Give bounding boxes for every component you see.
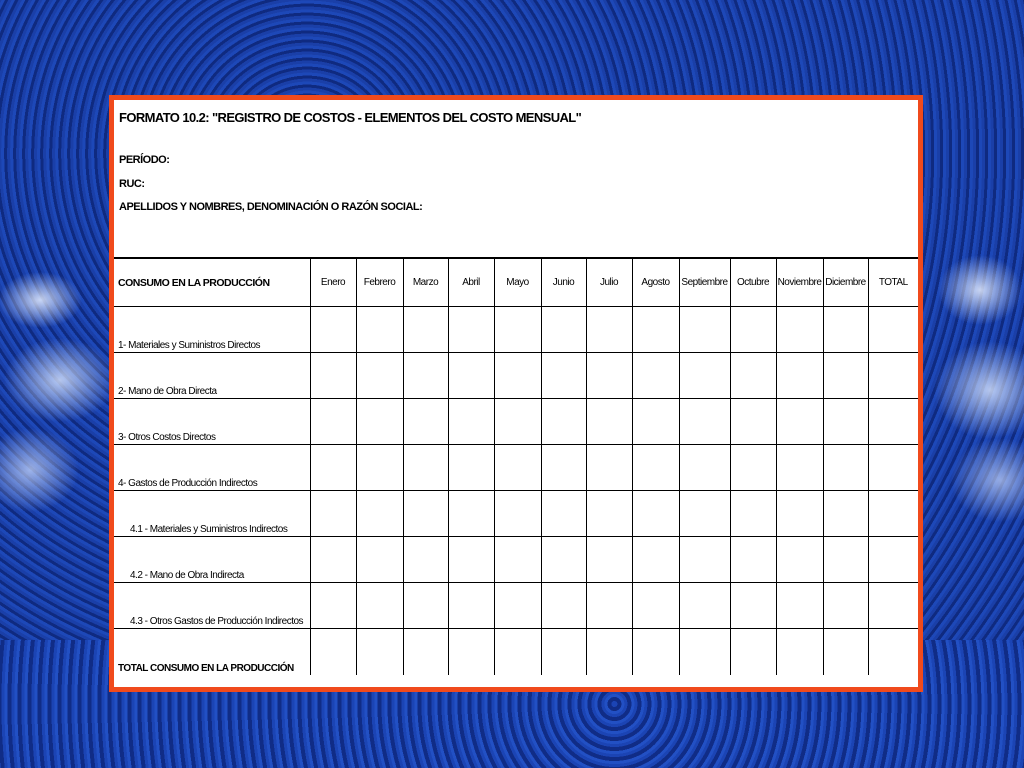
table-cell[interactable] xyxy=(632,583,679,629)
table-cell[interactable] xyxy=(730,399,776,445)
cost-register-form xyxy=(109,95,923,692)
table-cell[interactable] xyxy=(310,537,356,583)
table-cell[interactable] xyxy=(541,537,586,583)
table-cell[interactable] xyxy=(541,353,586,399)
table-cell[interactable] xyxy=(823,583,868,629)
table-cell[interactable] xyxy=(310,399,356,445)
table-cell[interactable] xyxy=(776,399,823,445)
table-cell[interactable] xyxy=(403,399,448,445)
table-cell[interactable] xyxy=(541,445,586,491)
table-cell[interactable] xyxy=(541,399,586,445)
row-label: 4.1 - Materiales y Suministros Indirectos xyxy=(114,491,310,537)
table-cell[interactable] xyxy=(403,491,448,537)
column-header: Agosto xyxy=(632,259,679,307)
column-header: Diciembre xyxy=(823,259,868,307)
table-row-total xyxy=(114,629,918,675)
table-cell[interactable] xyxy=(356,583,403,629)
column-header: Septiembre xyxy=(679,259,730,307)
table-cell[interactable] xyxy=(823,629,868,675)
table-row xyxy=(114,491,918,537)
table-cell[interactable] xyxy=(586,445,632,491)
table-cell[interactable] xyxy=(403,353,448,399)
table-cell[interactable] xyxy=(823,491,868,537)
table-cell[interactable] xyxy=(586,399,632,445)
table-cell[interactable] xyxy=(776,491,823,537)
table-cell[interactable] xyxy=(776,445,823,491)
table-cell[interactable] xyxy=(776,629,823,675)
table-cell[interactable] xyxy=(632,537,679,583)
table-cell[interactable] xyxy=(632,307,679,353)
table-cell[interactable] xyxy=(310,353,356,399)
row-label: 1- Materiales y Suministros Directos xyxy=(114,307,310,353)
table-cell[interactable] xyxy=(679,583,730,629)
table-row xyxy=(114,537,918,583)
table-cell[interactable] xyxy=(356,399,403,445)
table-cell[interactable] xyxy=(730,537,776,583)
column-header: Junio xyxy=(541,259,586,307)
column-header: Abril xyxy=(448,259,494,307)
periodo-label: PERÍODO: xyxy=(119,154,170,166)
table-cell[interactable] xyxy=(632,491,679,537)
column-header: Febrero xyxy=(356,259,403,307)
table-cell[interactable] xyxy=(403,537,448,583)
table-cell[interactable] xyxy=(679,307,730,353)
table-cell[interactable] xyxy=(310,629,356,675)
table-cell[interactable] xyxy=(868,629,918,675)
row-label: 4- Gastos de Producción Indirectos xyxy=(114,445,310,491)
table-cell[interactable] xyxy=(403,629,448,675)
table-cell[interactable] xyxy=(868,583,918,629)
column-header: Marzo xyxy=(403,259,448,307)
table-cell[interactable] xyxy=(448,353,494,399)
table-cell[interactable] xyxy=(868,307,918,353)
table-cell[interactable] xyxy=(541,583,586,629)
table-cell[interactable] xyxy=(494,307,541,353)
cost-table xyxy=(114,258,918,675)
table-cell[interactable] xyxy=(823,537,868,583)
table-cell[interactable] xyxy=(679,353,730,399)
table-cell[interactable] xyxy=(632,399,679,445)
table-cell[interactable] xyxy=(403,445,448,491)
table-cell[interactable] xyxy=(679,399,730,445)
table-cell[interactable] xyxy=(730,445,776,491)
column-header: Mayo xyxy=(494,259,541,307)
column-header: Enero xyxy=(310,259,356,307)
table-cell[interactable] xyxy=(586,307,632,353)
table-cell[interactable] xyxy=(494,399,541,445)
table-cell[interactable] xyxy=(679,537,730,583)
table-row xyxy=(114,353,918,399)
table-header-row xyxy=(114,259,918,307)
table-cell[interactable] xyxy=(541,307,586,353)
table-cell[interactable] xyxy=(356,537,403,583)
table-cell[interactable] xyxy=(730,353,776,399)
form-title: FORMATO 10.2: "REGISTRO DE COSTOS - ELEMENTOS DEL COSTO MENSUAL" xyxy=(119,110,582,125)
table-cell[interactable] xyxy=(494,353,541,399)
column-header: Noviembre xyxy=(776,259,823,307)
table-cell[interactable] xyxy=(586,629,632,675)
table-cell[interactable] xyxy=(868,537,918,583)
table-cell[interactable] xyxy=(586,537,632,583)
table-cell[interactable] xyxy=(632,353,679,399)
ruc-label: RUC: xyxy=(119,178,145,190)
table-cell[interactable] xyxy=(632,629,679,675)
table-cell[interactable] xyxy=(403,307,448,353)
table-cell[interactable] xyxy=(823,307,868,353)
table-cell[interactable] xyxy=(448,307,494,353)
table-cell[interactable] xyxy=(586,583,632,629)
table-row xyxy=(114,445,918,491)
table-cell[interactable] xyxy=(823,353,868,399)
row-label: 2- Mano de Obra Directa xyxy=(114,353,310,399)
table-cell[interactable] xyxy=(310,445,356,491)
table-cell[interactable] xyxy=(586,353,632,399)
table-cell[interactable] xyxy=(776,353,823,399)
table-cell[interactable] xyxy=(494,629,541,675)
table-cell[interactable] xyxy=(310,307,356,353)
table-cell[interactable] xyxy=(448,399,494,445)
table-cell[interactable] xyxy=(586,491,632,537)
table-cell[interactable] xyxy=(356,445,403,491)
table-row xyxy=(114,399,918,445)
row-label: 4.2 - Mano de Obra Indirecta xyxy=(114,537,310,583)
table-cell[interactable] xyxy=(310,491,356,537)
column-header: TOTAL xyxy=(868,259,918,307)
table-cell[interactable] xyxy=(448,491,494,537)
table-cell[interactable] xyxy=(868,491,918,537)
table-cell[interactable] xyxy=(823,399,868,445)
razon-social-label: APELLIDOS Y NOMBRES, DENOMINACIÓN O RAZÓN SOCIAL: xyxy=(119,201,423,213)
table-cell[interactable] xyxy=(632,445,679,491)
table-row xyxy=(114,307,918,353)
table-cell[interactable] xyxy=(494,491,541,537)
table-cell[interactable] xyxy=(776,583,823,629)
table-cell[interactable] xyxy=(448,583,494,629)
table-cell[interactable] xyxy=(310,583,356,629)
table-row xyxy=(114,583,918,629)
table-cell[interactable] xyxy=(541,629,586,675)
table-cell[interactable] xyxy=(356,491,403,537)
table-cell[interactable] xyxy=(356,629,403,675)
table-cell[interactable] xyxy=(494,445,541,491)
table-cell[interactable] xyxy=(494,537,541,583)
table-cell[interactable] xyxy=(356,307,403,353)
table-cell[interactable] xyxy=(356,353,403,399)
column-header: Octubre xyxy=(730,259,776,307)
row-label: 4.3 - Otros Gastos de Producción Indirectos xyxy=(114,583,310,629)
table-cell[interactable] xyxy=(730,307,776,353)
table-cell[interactable] xyxy=(776,307,823,353)
label-header: CONSUMO EN LA PRODUCCIÓN xyxy=(114,259,310,307)
table-cell[interactable] xyxy=(823,445,868,491)
table-cell[interactable] xyxy=(868,353,918,399)
table-cell[interactable] xyxy=(403,583,448,629)
table-cell[interactable] xyxy=(448,445,494,491)
form-header xyxy=(114,100,918,258)
table-cell[interactable] xyxy=(448,629,494,675)
table-cell[interactable] xyxy=(868,399,918,445)
table-cell[interactable] xyxy=(730,491,776,537)
table-cell[interactable] xyxy=(494,583,541,629)
column-header: Julio xyxy=(586,259,632,307)
table-cell[interactable] xyxy=(679,491,730,537)
table-cell[interactable] xyxy=(679,629,730,675)
table-cell[interactable] xyxy=(868,445,918,491)
table-cell[interactable] xyxy=(448,537,494,583)
table-cell[interactable] xyxy=(776,537,823,583)
row-label: 3- Otros Costos Directos xyxy=(114,399,310,445)
table-cell[interactable] xyxy=(730,629,776,675)
table-cell[interactable] xyxy=(541,491,586,537)
table-cell[interactable] xyxy=(730,583,776,629)
row-label: TOTAL CONSUMO EN LA PRODUCCIÓN xyxy=(114,629,310,675)
table-cell[interactable] xyxy=(679,445,730,491)
